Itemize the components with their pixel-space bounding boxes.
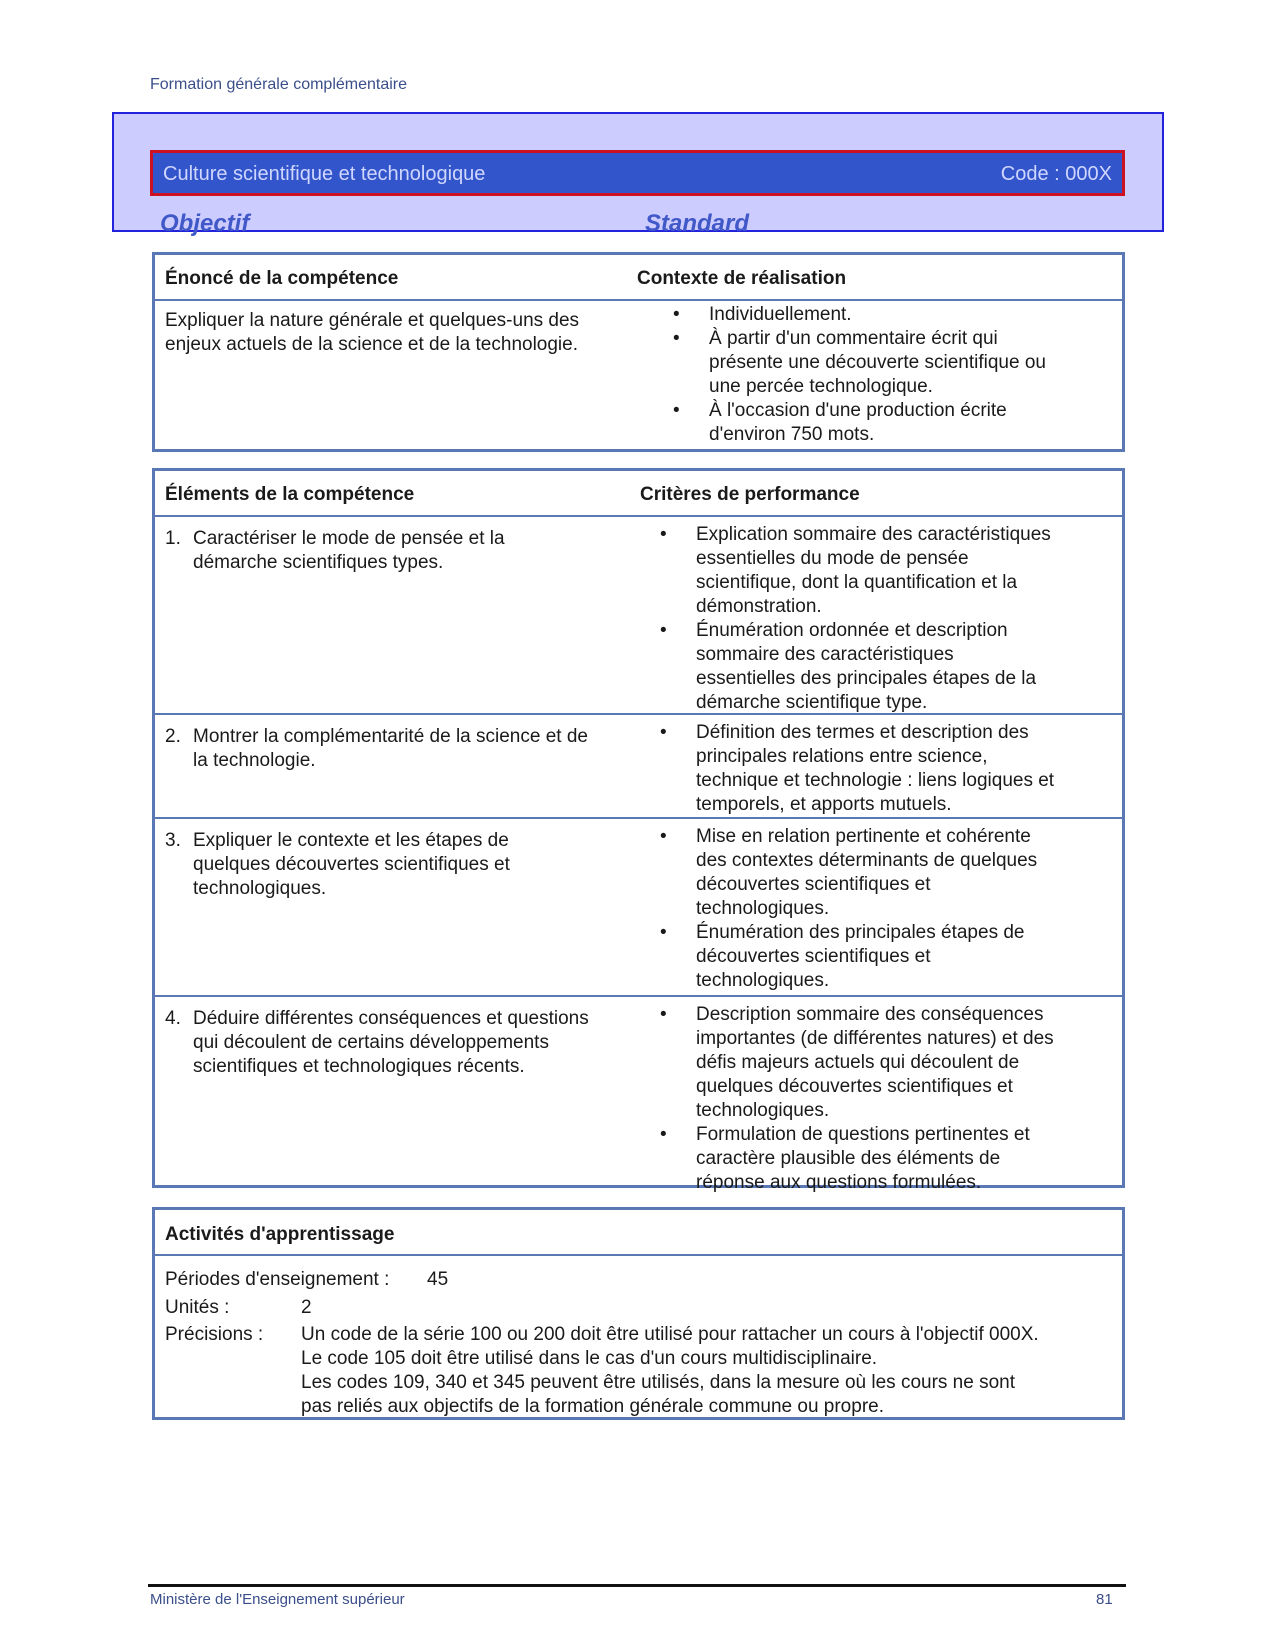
criterion-line: découvertes scientifiques et <box>696 874 931 895</box>
element-number: 1. <box>165 528 181 549</box>
contexte-line: À l'occasion d'une production écrite <box>709 400 1007 421</box>
criterion-line: Énumération des principales étapes de <box>696 922 1025 943</box>
contexte-line: une percée technologique. <box>709 376 933 397</box>
unites-value: 2 <box>301 1297 312 1318</box>
contexte-list <box>673 303 1113 447</box>
course-title: Culture scientifique et technologique <box>163 163 486 185</box>
criterion-line: démonstration. <box>696 596 822 617</box>
criterion-line: Énumération ordonnée et description <box>696 620 1008 641</box>
footer-ministry: Ministère de l'Enseignement supérieur <box>150 1591 405 1608</box>
precisions-label: Précisions : <box>165 1324 264 1345</box>
criterion-line: réponse aux questions formulées. <box>696 1172 982 1193</box>
enonce-line: Expliquer la nature générale et quelques-uns des <box>165 310 580 331</box>
bullet-icon: • <box>660 722 667 743</box>
standard-heading: Standard <box>645 210 750 237</box>
running-header: Formation générale complémentaire <box>150 76 408 93</box>
contexte-line: d'environ 750 mots. <box>709 424 875 445</box>
precision-line: pas reliés aux objectifs de la formation générale commune ou propre. <box>301 1396 884 1417</box>
criterion-line: Description sommaire des conséquences <box>696 1004 1044 1025</box>
criterion-line: technique et technologie : liens logiques et <box>696 770 1055 791</box>
bullet-icon: • <box>673 328 680 349</box>
criterion-line: défis majeurs actuels qui découlent de <box>696 1052 1020 1073</box>
elements-box <box>152 468 1125 1193</box>
criteria-list <box>660 1003 1100 1195</box>
criterion-line: sommaire des caractéristiques <box>696 644 954 665</box>
element-line: Déduire différentes conséquences et questions <box>193 1008 589 1029</box>
contexte-header: Contexte de réalisation <box>637 268 847 289</box>
bullet-icon: • <box>660 620 667 641</box>
activites-box <box>152 1207 1125 1420</box>
competence-header <box>155 255 1122 301</box>
enonce-header: Énoncé de la compétence <box>165 268 399 289</box>
bullet-icon: • <box>673 400 680 421</box>
elements-header <box>155 471 1122 517</box>
criterion-line: Définition des termes et description des <box>696 722 1029 743</box>
activites-header <box>155 1210 1122 1256</box>
element-row <box>155 819 1122 997</box>
element-row <box>155 715 1122 819</box>
course-code: Code : 000X <box>1000 163 1112 185</box>
precision-line: Les codes 109, 340 et 345 peuvent être utilisés, dans la mesure où les cours ne sont <box>301 1372 1016 1393</box>
criterion-line: découvertes scientifiques et <box>696 946 931 967</box>
contexte-item <box>673 303 1113 327</box>
element-line: quelques découvertes scientifiques et <box>193 854 510 875</box>
bullet-icon: • <box>673 304 680 325</box>
precisions-text <box>301 1323 1101 1419</box>
bullet-icon: • <box>660 1004 667 1025</box>
element-line: démarche scientifiques types. <box>193 552 444 573</box>
competence-box <box>152 252 1125 452</box>
element-number: 4. <box>165 1008 181 1029</box>
periodes-label: Périodes d'enseignement : <box>165 1269 390 1290</box>
activites-header-label: Activités d'apprentissage <box>165 1224 395 1245</box>
criterion-line: principales relations entre science, <box>696 746 988 767</box>
criterion-line: Explication sommaire des caractéristiques <box>696 524 1051 545</box>
element-line: scientifiques et technologiques récents. <box>193 1056 525 1077</box>
contexte-line: présente une découverte scientifique ou <box>709 352 1046 373</box>
contexte-item <box>673 327 1113 399</box>
criterion-line: démarche scientifique type. <box>696 692 928 713</box>
page-number: 81 <box>1096 1591 1113 1608</box>
criterion-line: temporels, et apports mutuels. <box>696 794 952 815</box>
criterion-line: essentielles des principales étapes de la <box>696 668 1037 689</box>
element-row <box>155 997 1122 1191</box>
objectif-heading: Objectif <box>160 210 250 237</box>
criterion-item <box>660 1003 1100 1123</box>
competence-row <box>155 301 1122 451</box>
element-line: Caractériser le mode de pensée et la <box>193 528 505 549</box>
precision-line: Le code 105 doit être utilisé dans le cas d'un cours multidisciplinaire. <box>301 1348 878 1369</box>
criterion-line: essentielles du mode de pensée <box>696 548 969 569</box>
criterion-line: des contextes déterminants de quelques <box>696 850 1038 871</box>
bullet-icon: • <box>660 524 667 545</box>
course-title-bar <box>150 150 1125 196</box>
bullet-icon: • <box>660 922 667 943</box>
element-line: qui découlent de certains développements <box>193 1032 549 1053</box>
criteria-list <box>660 825 1100 993</box>
unites-label: Unités : <box>165 1297 230 1318</box>
criteria-list <box>660 721 1100 817</box>
criterion-item <box>660 619 1100 715</box>
enonce-text <box>165 309 635 357</box>
precision-line: Un code de la série 100 ou 200 doit être utilisé pour rattacher un cours à l'objectif 000X. <box>301 1324 1039 1345</box>
contexte-line: Individuellement. <box>709 304 852 325</box>
enonce-line: enjeux actuels de la science et de la technologie. <box>165 334 578 355</box>
criterion-item <box>660 921 1100 993</box>
criterion-line: scientifique, dont la quantification et la <box>696 572 1018 593</box>
criterion-line: Mise en relation pertinente et cohérente <box>696 826 1031 847</box>
criterion-item <box>660 721 1100 817</box>
criterion-line: technologiques. <box>696 898 830 919</box>
footer-rule <box>148 1584 1126 1587</box>
criterion-item <box>660 825 1100 921</box>
element-number: 2. <box>165 726 181 747</box>
contexte-item <box>673 399 1113 447</box>
criterion-line: technologiques. <box>696 970 830 991</box>
criterion-line: quelques découvertes scientifiques et <box>696 1076 1013 1097</box>
contexte-line: À partir d'un commentaire écrit qui <box>709 328 998 349</box>
criterion-line: technologiques. <box>696 1100 830 1121</box>
element-number: 3. <box>165 830 181 851</box>
criterion-item <box>660 1123 1100 1195</box>
element-line: technologiques. <box>193 878 327 899</box>
criterion-line: Formulation de questions pertinentes et <box>696 1124 1030 1145</box>
criterion-line: importantes (de différentes natures) et des <box>696 1028 1054 1049</box>
criteria-list <box>660 523 1100 715</box>
element-line: Expliquer le contexte et les étapes de <box>193 830 509 851</box>
bullet-icon: • <box>660 1124 667 1145</box>
periodes-value: 45 <box>427 1269 449 1290</box>
criterion-line: caractère plausible des éléments de <box>696 1148 1001 1169</box>
criteres-header-label: Critères de performance <box>640 484 860 505</box>
element-line: la technologie. <box>193 750 316 771</box>
criterion-item <box>660 523 1100 619</box>
element-row <box>155 517 1122 715</box>
elements-header-label: Éléments de la compétence <box>165 484 415 505</box>
element-line: Montrer la complémentarité de la science et de <box>193 726 588 747</box>
bullet-icon: • <box>660 826 667 847</box>
